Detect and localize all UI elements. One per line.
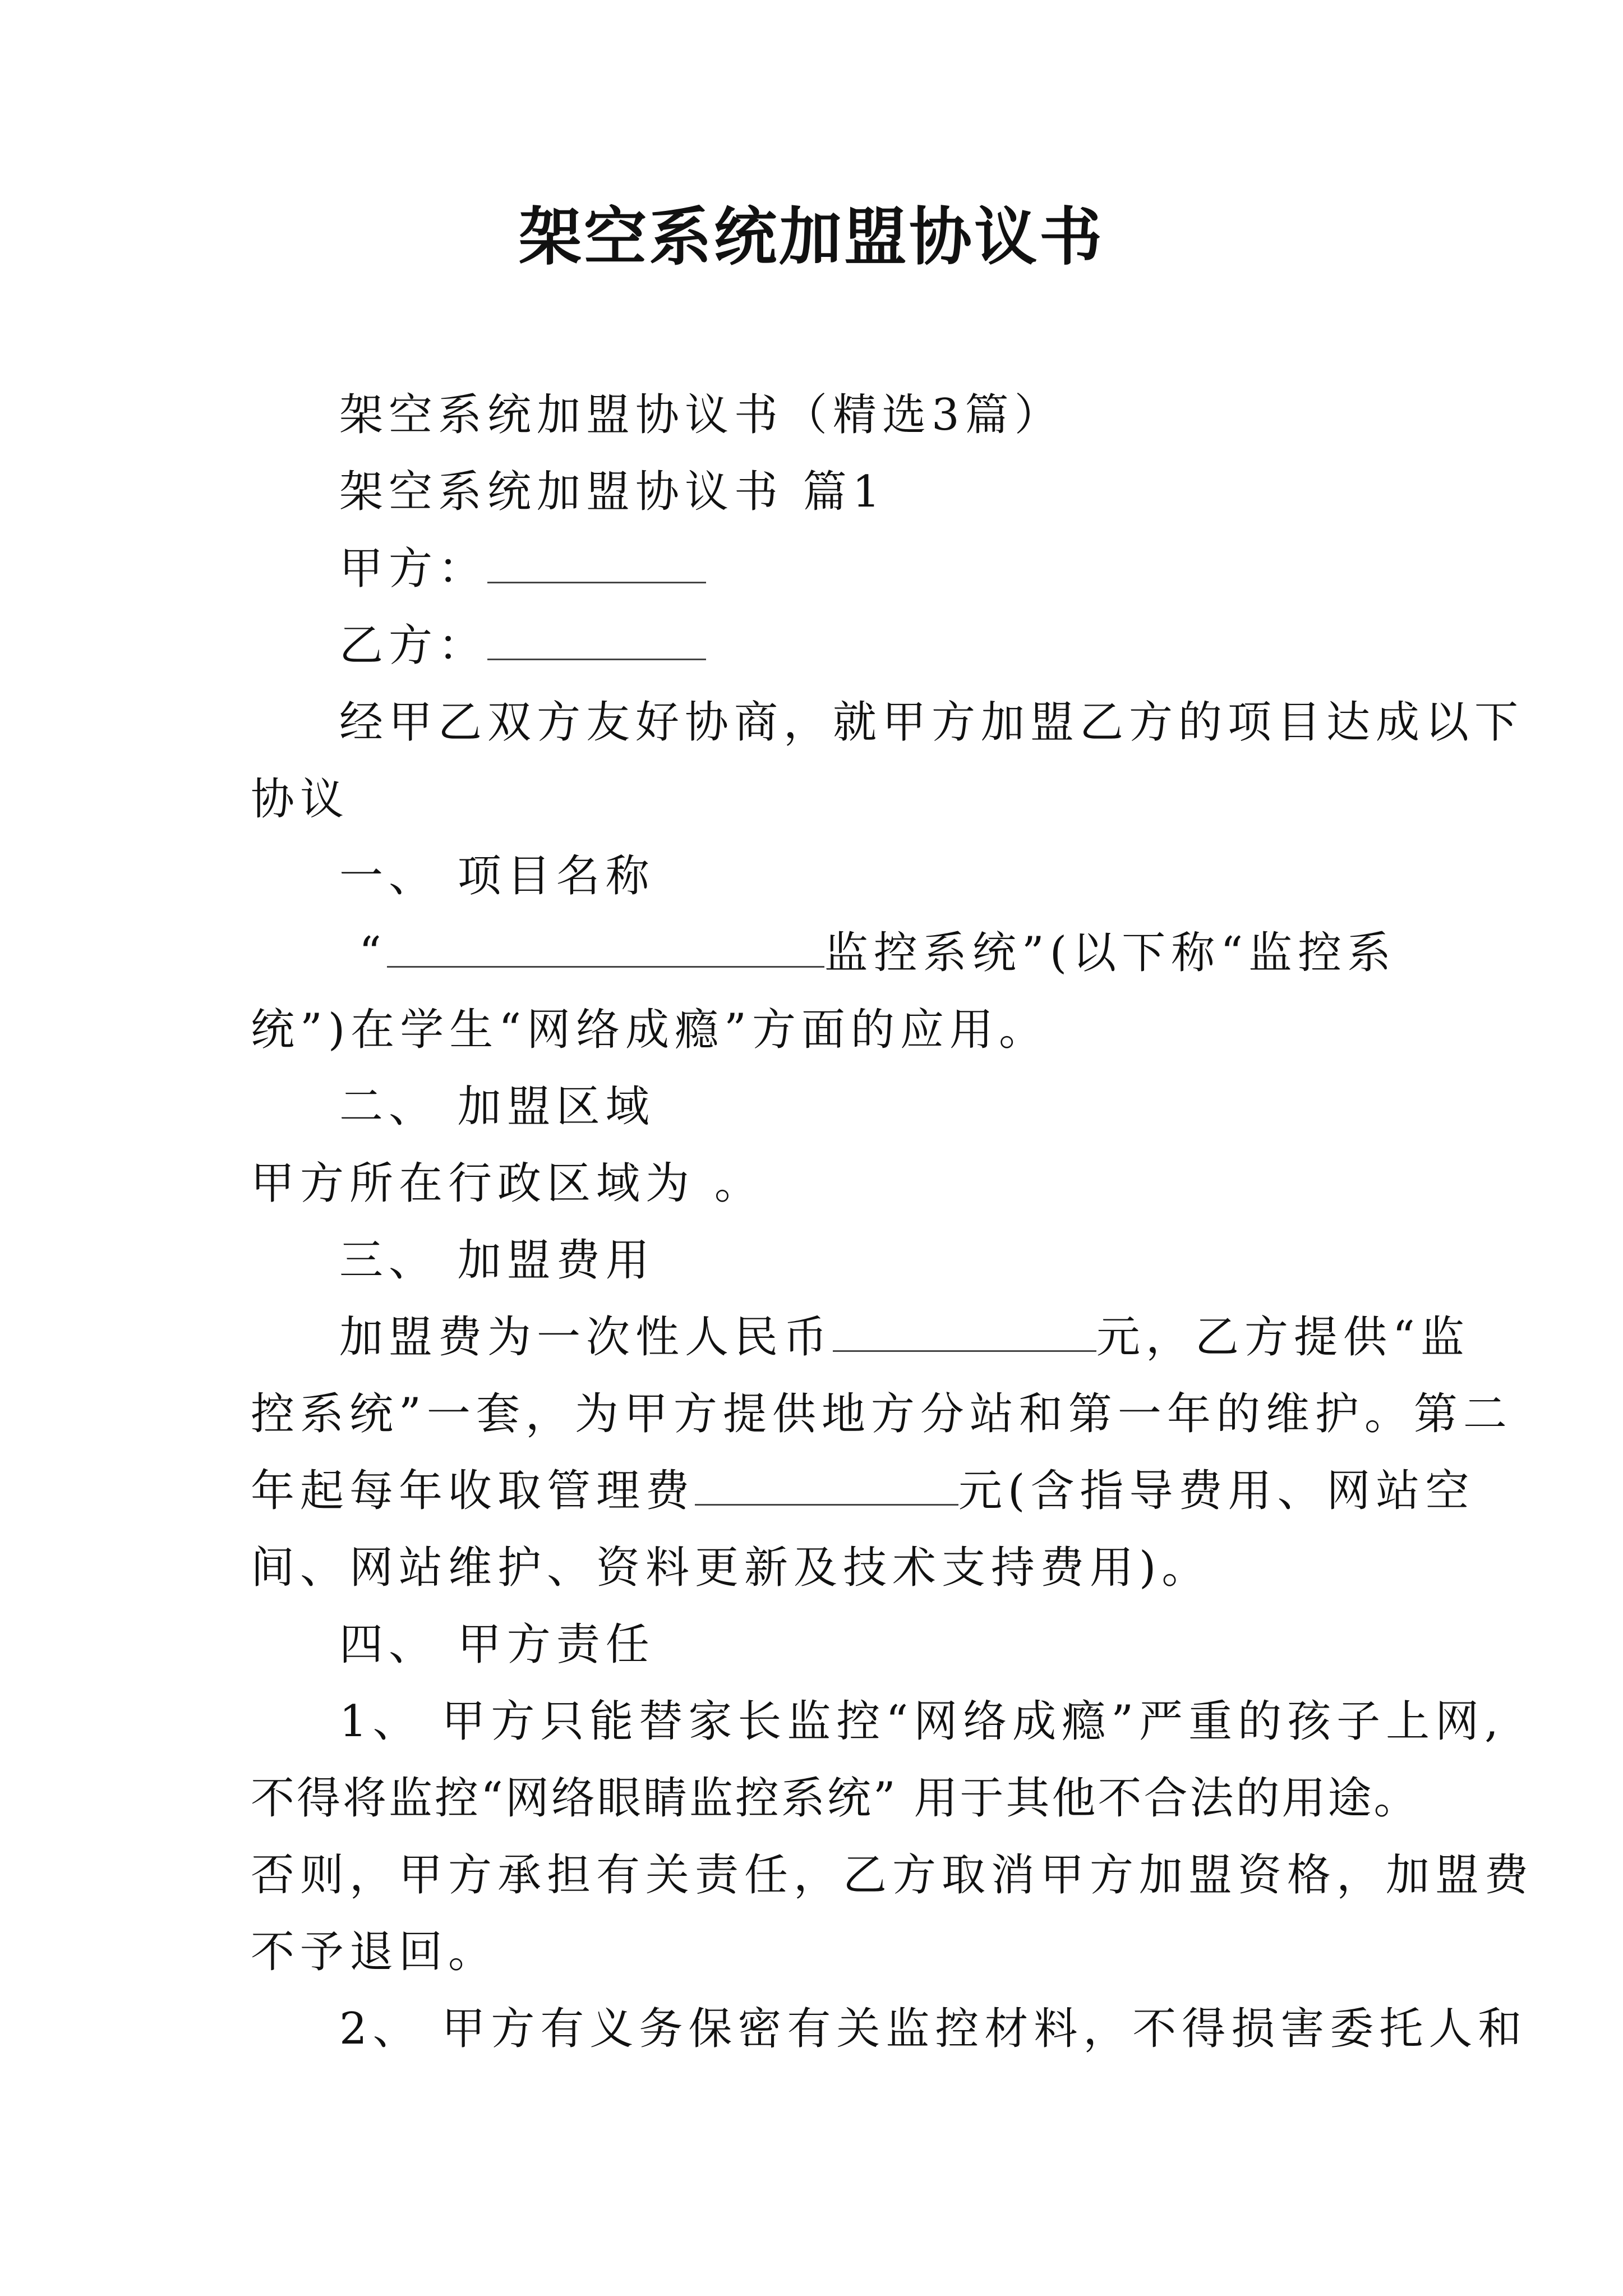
section1-line-2: 统”)在学生“网络成瘾”方面的应用。	[251, 1005, 1049, 1055]
document-subtitle: 架空系统加盟协议书（精选3篇）	[339, 390, 1064, 440]
section3-line-1-post: 元，乙方提供“监	[1096, 1312, 1470, 1363]
party-a-label: 甲方：	[339, 544, 488, 594]
party-a-blank	[487, 542, 706, 583]
franchise-fee-blank	[833, 1311, 1096, 1352]
section4-item1-line-1: 1、 甲方只能替家长监控“网络成瘾”严重的孩子上网,	[339, 1696, 1504, 1747]
section4-item2-line-1: 2、 甲方有义务保密有关监控材料，不得损害委托人和	[339, 2004, 1528, 2054]
section3-line-3	[251, 1463, 1474, 1519]
intro-line-2: 协议	[251, 774, 350, 825]
section3-line-1	[339, 1309, 1470, 1365]
section4-item1-line-4: 不予退回。	[251, 1927, 498, 1977]
management-fee-blank	[695, 1465, 958, 1506]
section3-line-4: 间、网站维护、资料更新及技术支持费用)。	[251, 1543, 1211, 1593]
section4-heading: 四、 甲方责任	[339, 1619, 655, 1670]
system-name-blank	[387, 927, 824, 968]
section4-item1-line-3: 否则，甲方承担有关责任，乙方取消甲方加盟资格，加盟费	[251, 1850, 1534, 1901]
intro-line-1: 经甲乙双方友好协商，就甲方加盟乙方的项目达成以下	[339, 697, 1524, 748]
section1-line-1-text: 监控系统”(以下称“监控系	[824, 928, 1397, 978]
section2-heading: 二、 加盟区域	[339, 1082, 655, 1132]
section3-line-1-pre: 加盟费为一次性人民币	[339, 1312, 833, 1363]
section3-line-3-post: 元(含指导费用、网站空	[958, 1466, 1475, 1516]
part-heading: 架空系统加盟协议书 篇1	[339, 467, 886, 517]
party-b-label: 乙方：	[339, 620, 488, 671]
section2-line-1: 甲方所在行政区域为 。	[251, 1158, 764, 1209]
section1-heading: 一、 项目名称	[339, 851, 655, 901]
section3-line-3-pre: 年起每年收取管理费	[251, 1466, 695, 1516]
party-b-blank	[487, 619, 706, 660]
section3-heading: 三、 加盟费用	[339, 1235, 655, 1286]
document-title: 架空系统加盟协议书	[519, 200, 1104, 274]
party-a-line	[339, 541, 706, 597]
quote-open: “	[359, 928, 387, 978]
section3-line-2: 控系统”一套，为甲方提供地方分站和第一年的维护。第二	[251, 1389, 1513, 1439]
party-b-line	[339, 618, 706, 674]
section1-line-1	[359, 925, 1396, 981]
section4-item1-line-2: 不得将监控“网络眼睛监控系统” 用于其他不合法的用途。	[251, 1773, 1420, 1824]
